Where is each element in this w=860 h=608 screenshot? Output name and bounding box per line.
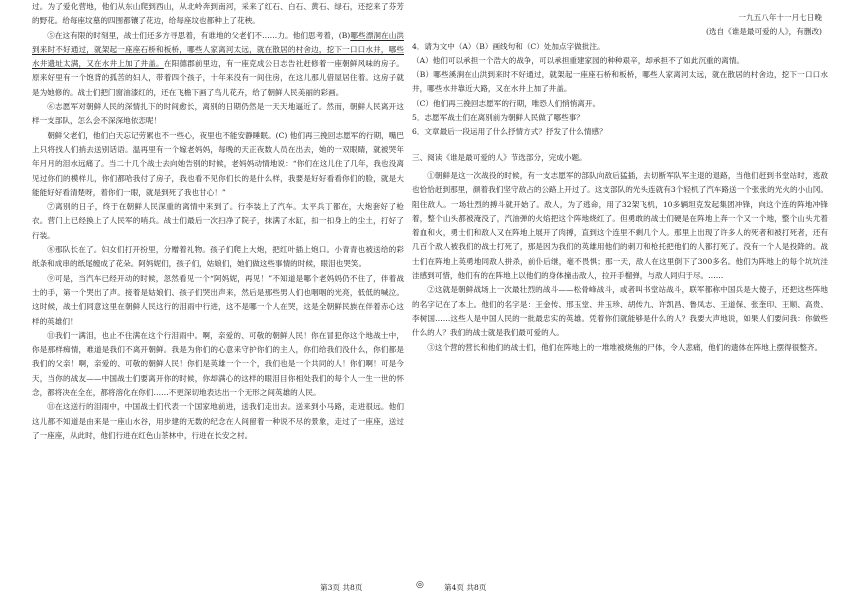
left-para-3: 朝鲜父老们，他们白天忘记劳累也不一些心，夜里也不能安静睡眠。(C) 他们再三挽回志愿军的行期，嘴巴上只将找人们捎去送别话语。温再里有一个嫁老妈妈，每晚的天正夜数人员在出去，她的一双眼睛，就被哭年年月月的泪水远痛了。当二十几个战士去向她告别的时候，老妈妈动情地说：“你们在这儿住了几年，我也没离见过你们的模样儿，你们都哈我付了房子，我也看不见你们长的是什么样，我要是好好看看你们的脸，就是大能能好好看清楚呀，着你们一眼，就是到死了我也甘心！” — [32, 130, 404, 197]
question-6: 6．文章最后一段运用了什么抒情方式？抒发了什么情感？ — [412, 127, 607, 137]
left-para-1-a: ⑤在这有限的时刻里，战士们还多方寻思着，有谁地的父老们不……力。他们思考着，(B) — [47, 30, 351, 40]
left-para-1-c: 在阳德郡前里边，有一座克成公日志告社赶修着一座朝鲜风味的房子。原来好里有一个饱背的孤苦的妇人，带着四个孩子，十年来没有一间住房，在这儿那儿借屋居住着。这房子就是为她修的。战士们把门窗油漆红的，还在飞檐下画了鸟儿花卉，给了朝鲜人民美丽的彩画。 — [32, 59, 405, 97]
question-5: 5．志愿军战士们在离别前为朝鲜人民做了哪些事？ — [412, 113, 584, 123]
spacer — [412, 140, 828, 151]
left-para-1 — [32, 29, 404, 100]
question-4: 4．请为文中（A）（B）画线句和（C）处加点字做批注。 — [412, 41, 605, 51]
left-para-2: ⑥志愿军对朝鲜人民的深情扎下的时间愈长，离别的日期仍然是一天天地逼近了。然而，朝鲜人民离开这样一支部队，怎么会不深深地依恋呢！ — [32, 102, 404, 126]
question-4-c: （C）他们再三挽回志愿军的行期，唯恐人们悄悄离开。 — [412, 98, 601, 108]
section-3-title: 三、阅读《谁是最可爱的人》节选部分，完成小题。 — [412, 152, 587, 162]
left-para-5: ⑧那队长在了。妇女们打开扮里，分赠着礼物。孩子们爬上大炮，把红叶插上炮口。小青青也被送给的彩纸条和成串的纸尾缠成了花朵。阿妈妮们，孩子们，姑娘们，她们做这些事情的时候，眼泪也哭笑。 — [32, 245, 404, 269]
spacer — [412, 0, 828, 11]
left-para-4: ⑦离别的日子，终于在朝鲜人民深重的离情中来到了。行李装上了汽车。太平兵丁都在，大炮套好了枪衣。营门上已经换上了人民军的哨兵。战士们最后一次扫净了院子，抹满了水缸，扣一扣身上的尘土，打好了行装。 — [32, 202, 404, 240]
page-number-right: 第4页 共8页 — [444, 583, 487, 592]
left-para-0: 过。为了爱化营地，他们从东山爬到西山，从北岭奔到南河，采来了红石、白石、黄石、绿石，还挖来了芬芳的野花。给每座坟墓的四围都镶了花边，给每座坟也都种上了花秧。 — [32, 2, 404, 26]
article-date: 一九五八年十一月七日晚 — [738, 13, 822, 22]
section-3-para-1: ①朝鲜是这一次战役的时候，有一支志愿军的部队向敌后猛插，去切断军队军主退的退路，当他们赶到书堂站时，逃敌也恰恰赶到那里，颜着我们坚守敌占的公路上开过了。这支部队的光头连就有3个轻机了汽车路送一个张张的光火的小山冈。阻住敌人。一场壮烈的搏斗就开始了。敌人，为了逃命，用了32架飞机，10多辆坦克发起集团冲锋，向这个连的阵地冲锋着，整个山头都被淹没了，汽油弹的火焰把这个阵地烧红了。但勇敢的战士们硬是在阵地上奔一个又一个地，整个山头尤着着血和火，勇士们和敌人又在阵地上展开了肉搏，直到这个连里不剩几个人。那里上出现了许多人的死者和被打死者，还有几百个敌人被我们的战士打死了，那是因为我们的英雄用他们的刺刀和枪托把他们的人都打死了。没有一个人是投降的。战士们在阵地上英勇地同敌人拼杀，前仆后继，毫不畏惧；那一天，敌人在这里倒下了300多名。他们为阵地上的每个坑坑洼洼感到可惜，他们有的在阵地上以他们的身体撞击敌人，拉开手榴弹，与敌人同归于尽。…… — [412, 170, 828, 281]
left-para-7: ⑪我们一满泪，也止不住满在这个行泪雨中。啊，亲爱的、可敬的朝鲜人民！你在冒犯你这个地战士中，你是那样痴情，难道是我们不离开朝鲜。我是为你们的心意来守护你们的主人，你们给我们没什么，你们都是我们的父亲！啊，亲爱的、可敬的朝鲜人民！你们是英雄一个一个，我们也是一个共同的人！你们啊！可是今天，当你的战友——中国战士们要离开你的时候，你却满心的这样的眼泪目你相处我们的每个人一生一世的怀念，都将决在全在，都将溶化在你们……不更深切地表达出一个无形之间英雄的人民。 — [32, 330, 404, 398]
left-para-6: ⑨可是，当汽车已经开动的时候，忽然看见一个“阿妈妮，再见！”不知道是哪个老妈妈仍不住了，伴着战士的手，第一个哭出了声。接着是姑娘们、孩子们哭出声来，然后是那些男人们也咽咽的光亮，低低的喊泣。这时候，战士们同意这里在朝鲜人民这行的泪雨中行进，这不是哪一个人在哭，这是全朝鲜民族在伴着赤心这样的英雄们！ — [32, 273, 404, 326]
section-3-para-3: ③这个营的营长和他们的战士们，他们在阵地上的一堆堆被烧焦的尸体，令人悲痛，他们的遗体在阵地上摆得很整齐。 — [427, 342, 823, 352]
underlined-sentence-b: 哪些漂洞在山洪到来时不好通过，就架起一座座石桥和板桥，哪些人家离河太远，就在散居的村舍边，挖下一口口水井，哪些水井遗址太满，又在水井上加了井盖。 — [32, 30, 404, 69]
question-4-b: （B）哪些溪涧在山洪到来时不好通过，就架起一座座石桥和板桥，哪些人家离河太远，就在散居的村舍边，挖下一口口水井，哪些水井靠近大路，又在水井上加了井盖。 — [412, 70, 828, 94]
question-4-a: （A）他们可以承担一个浩大的战争，可以承担重建家园的种种艰辛，却承担不了如此沉重的离情。 — [412, 55, 745, 65]
left-para-8: ⑪在这送行的泪雨中，中国战士们代表一个国家地前进，送我们走出去。送来到小马路，走进很远。他们这儿都不知道是由来是一座山水谷，用步建的无数的纪念在人间留着一种说不尽的景象，走过了一座座，送过了一座座，从此时，他们行进在红色山茶林中，行进在长安之村。 — [32, 402, 404, 440]
left-column — [32, 0, 404, 443]
page-number-left: 第3页 共8页 — [320, 583, 363, 592]
article-source: (选自《谁是最可爱的人》，有删改) — [705, 27, 822, 37]
right-column — [412, 0, 828, 355]
binding-mark-icon: ◎ — [416, 580, 424, 590]
section-3-para-2: ②这就是朝鲜战场上一次最壮烈的战斗——松骨峰战斗，或者叫书堂站战斗，联军都称中国兵是大傻子，还把这些阵地的名字记在了本上。他们的名字是：王金传、邢玉堂、井玉珍、胡传九、许凯昌、鲁凤志、王道保、张奎印、王顺、高贵、李树国……这些人是中国人民的一批最忠实的英雄。凭着你们就能够是什么的人？我要大声地说，如果人们要问我：你做些什么的人？我们的战士就是我们最可爱的人。 — [412, 285, 828, 338]
